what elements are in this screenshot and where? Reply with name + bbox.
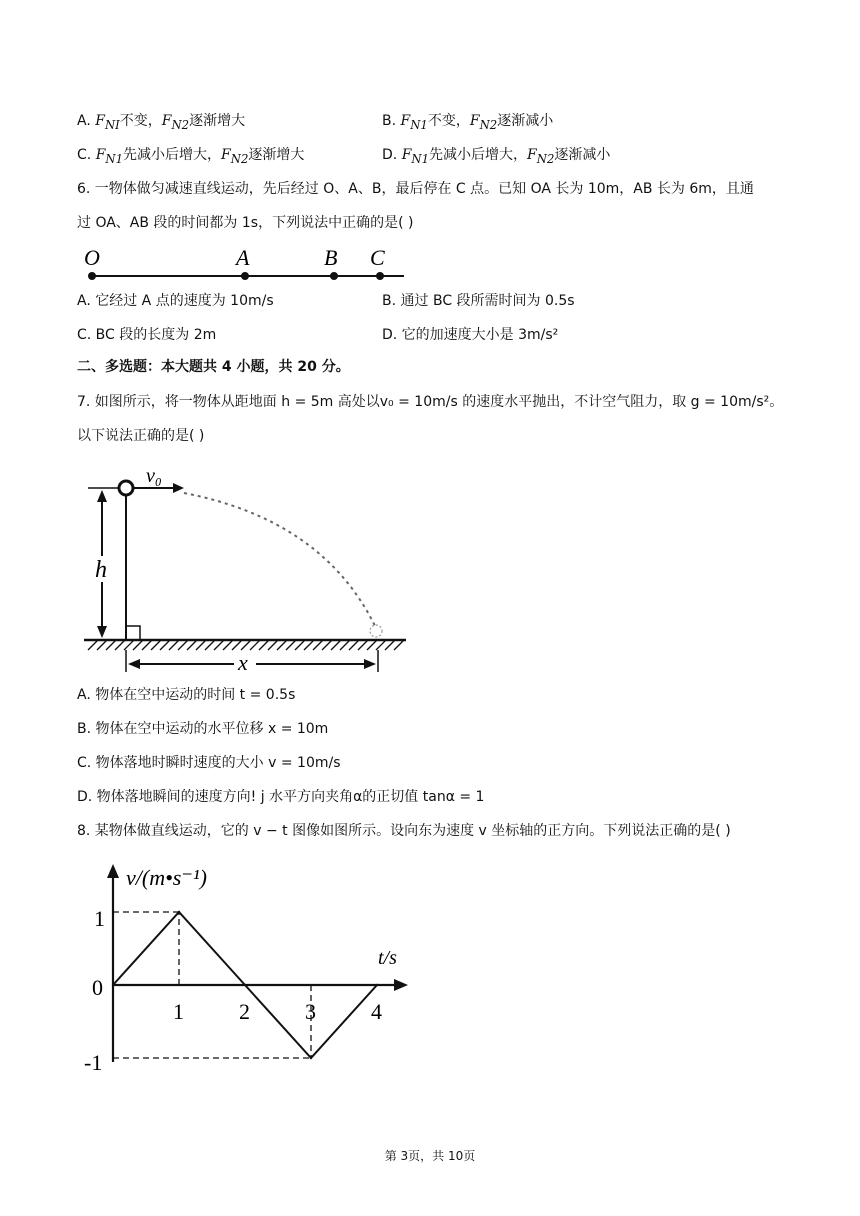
q5-option-b: B. $F_{N1}$不变，$F_{N2}$逐渐减小 <box>382 113 554 132</box>
q5-option-c: C. $F_{N1}$先减小后增大，$F_{N2}$逐渐增大 <box>77 147 305 166</box>
q7-option-d: D. 物体落地瞬间的速度方向! j 水平方向夹角α的正切值 tanα = 1 <box>77 789 485 805</box>
y-tick-label: -1 <box>84 1050 103 1070</box>
q5-option-a: A. $F_{NI}$不变，$F_{N2}$逐渐增大 <box>77 113 246 132</box>
projectile-figure <box>84 460 409 678</box>
q5-option-d: D. $F_{N1}$先减小后增大，$F_{N2}$逐渐减小 <box>382 147 611 166</box>
data-point-1 <box>178 911 180 913</box>
y-tick-label: 1 <box>94 906 105 931</box>
v0-label: v₀ <box>146 465 162 487</box>
q6-option-a: A. 它经过 A 点的速度为 10m/s <box>77 293 274 309</box>
point-o-label: O <box>84 245 100 270</box>
h-label: h <box>95 557 107 583</box>
data-point-3 <box>310 1057 312 1059</box>
q7-option-b: B. 物体在空中运动的水平位移 x = 10m <box>77 721 329 737</box>
q8-stem: 8. 某物体做直线运动，它的 v − t 图像如图所示。设向东为速度 v 坐标轴的正方向。下列说法正确的是( ) <box>77 823 731 839</box>
section-heading: 二、多选题：本大题共 4 小题，共 20 分。 <box>77 359 350 375</box>
x-tick-label: 4 <box>371 999 382 1024</box>
point-c-label: C <box>370 245 385 270</box>
q6-stem-line2: 过 OA、AB 段的时间都为 1s，下列说法中正确的是( ) <box>77 215 414 231</box>
x-tick-label: 1 <box>173 999 184 1024</box>
data-point-0 <box>112 984 114 986</box>
q6-option-c: C. BC 段的长度为 2m <box>77 327 217 343</box>
q6-stem-line1: 6. 一物体做匀减速直线运动，先后经过 O、A、B，最后停在 C 点。已知 OA 长为 10m，AB 长为 6m，且通 <box>77 181 754 197</box>
x-label: x <box>238 650 248 675</box>
data-point-4 <box>376 984 378 986</box>
q7-stem-line1: 7. 如图所示，将一物体从距地面 h = 5m 高处以v₀ = 10m/s 的速度水平抛出，不计空气阻力，取 g = 10m/s²。 <box>77 394 784 410</box>
x-axis-label: t/s <box>378 947 397 969</box>
y-axis-label: v/(m•s⁻¹) <box>126 865 207 890</box>
data-point-2 <box>244 984 246 986</box>
q6-line-figure <box>78 243 408 285</box>
x-tick-label: 3 <box>305 999 316 1024</box>
origin-label: 0 <box>92 975 103 1000</box>
q7-option-a: A. 物体在空中运动的时间 t = 0.5s <box>77 687 296 703</box>
x-tick-label: 2 <box>239 999 250 1024</box>
vt-chart <box>80 852 420 1070</box>
q6-option-b: B. 通过 BC 段所需时间为 0.5s <box>382 293 575 309</box>
point-b-label: B <box>324 245 338 270</box>
q7-stem-line2: 以下说法正确的是( ) <box>77 428 205 444</box>
q6-option-d: D. 它的加速度大小是 3m/s² <box>382 327 559 343</box>
q7-option-c: C. 物体落地时瞬时速度的大小 v = 10m/s <box>77 755 341 771</box>
x-axis-arrow <box>394 979 408 991</box>
page-footer: 第 3页，共 10页 <box>384 1149 476 1163</box>
y-axis-arrow <box>107 864 119 878</box>
point-a-label: A <box>236 245 250 270</box>
